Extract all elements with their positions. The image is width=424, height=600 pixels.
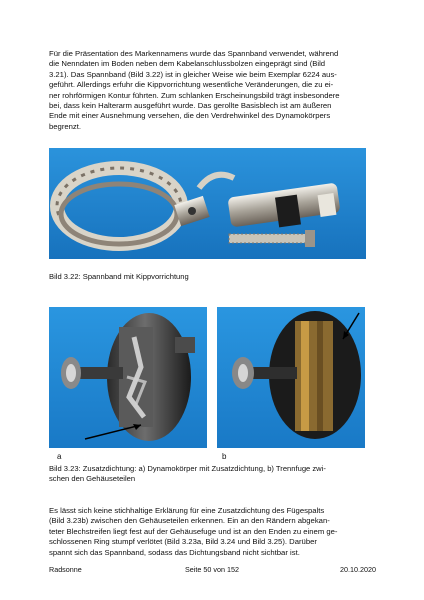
photo-dynamo-body-a [49, 307, 207, 448]
clamp-band-illustration [49, 148, 366, 259]
figure-label-a: a [57, 452, 62, 461]
footer-document-title: Radsonne [49, 565, 82, 574]
photo-housing-joint-b [217, 307, 365, 448]
photo-clamp-band [49, 148, 366, 259]
footer-page-number: Seite 50 von 152 [185, 565, 239, 574]
housing-joint-illustration [217, 307, 365, 448]
dynamo-body-illustration [49, 307, 207, 448]
footer-date: 20.10.2020 [340, 565, 376, 574]
figure-label-b: b [222, 452, 227, 461]
figure-caption-3-22: Bild 3.22: Spannband mit Kippvorrichtung [49, 272, 189, 281]
intro-paragraph: Für die Präsentation des Markennamens wurde das Spannband verwendet, während die Nenndaten im Boden neben dem Kabelanschlussbolzen eingeprägt sind (Bild 3.21). Das Spannband (Bild 3.22) ist in gleicher Weise wie beim Exemplar 6224 aus- geführt. Allerdings erfuhr die Kippvorrichtung wesentliche Veränderungen, die zu ei- ner rohrförmigen Kontur führten. Zum schlanken Erscheinungsbild trägt insbesondere bei, dass kein Halterarm ausgeführt wurde. Das gerollte Basisblech ist am äußeren Ende mit einer Ausnehmung versehen, die den Verdrehwinkel des Dynamokörpers begrenzt. [49, 49, 340, 131]
figure-caption-3-23: Bild 3.23: Zusatzdichtung: a) Dynamokörper mit Zusatzdichtung, b) Trennfuge zwi- schen den Gehäuseteilen [49, 464, 326, 484]
closing-paragraph: Es lässt sich keine stichhaltige Erklärung für eine Zusatzdichtung des Fügespalts (Bild 3.23b) zwischen den Gehäuseteilen erkennen. Ein an den Rändern abgekan- teter Blechstreifen liegt fest auf der Gehäusefuge und ist an den Enden zu einem ge- schlossenen Ring stumpf verlötet (Bild 3.23a, Bild 3.24 und Bild 3.25). Darüber spannt sich das Spannband, sodass das Dichtungsband nicht sichtbar ist. [49, 506, 338, 557]
